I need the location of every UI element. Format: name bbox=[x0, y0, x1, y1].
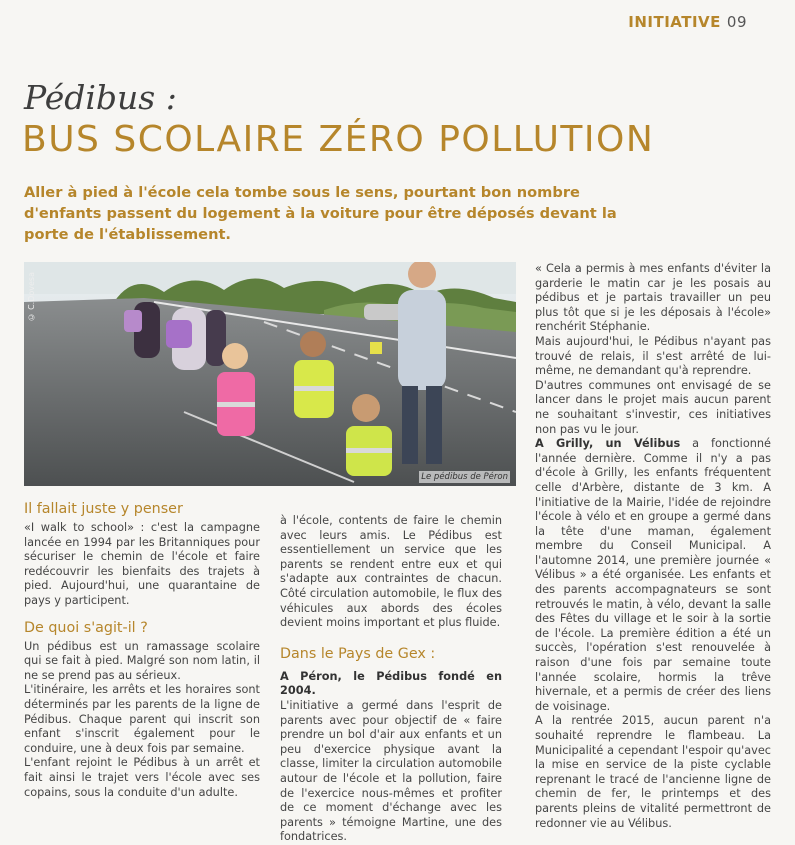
paragraph: «I walk to school» : c'est la campagne lancée en 1994 par les Britanniques pour sécuriser le chemin de l'école et faire redécouvrir les bienfaits des trajets à pied. Aujourd'hui, une quarantaine de pays y participent. bbox=[24, 521, 260, 607]
column-middle bbox=[280, 514, 502, 845]
section-heading: Il fallait juste y penser bbox=[24, 501, 183, 517]
paragraph: D'autres communes ont envisagé de se lancer dans le projet mais aucun parent ne souhaitant s'investir, ces initiatives non pas vu le jour. bbox=[535, 378, 771, 436]
page-number: 09 bbox=[726, 13, 747, 31]
column-right bbox=[535, 262, 771, 831]
article-kicker: Pédibus : bbox=[24, 78, 177, 117]
subsection-lead: A Grilly, un Vélibus bbox=[535, 437, 681, 451]
paragraph-text: a fonctionné l'année dernière. Comme il n'y a pas d'école à Grilly, les enfants fréquentent celle d'Arbère, distante de 3 km. A l'initiative de la Mairie, l'idée de rejoindre l'école à vélo et en groupe a germé dans la tête d'une maman, également membre du Conseil Municipal. A l'automne 2014, une première journée « Vélibus » a été organisée. Les enfants et des parents accompagnateurs se sont retrouvés le matin, à vélo, devant la salle des Fêtes du village et le soir à la sortie de l'école. La première édition a été un succès, l'opération s'est renouvelée à raison d'une fois par semaine toute l'année scolaire, hormis la trêve hivernale, et a permis de créer des liens de voisinage. bbox=[535, 437, 771, 713]
article-title: BUS SCOLAIRE ZÉRO POLLUTION bbox=[22, 119, 655, 160]
paragraph: A la rentrée 2015, aucun parent n'a souhaité reprendre le flambeau. La Municipalité a cependant l'espoir qu'avec la mise en service de la piste cyclable reprenant le tracé de l'ancienne ligne de chemin de fer, le printemps et des parents pleins de vitalité permettront de redonner vie au Vélibus. bbox=[535, 714, 771, 830]
column-left bbox=[24, 501, 260, 800]
photo-credit: © C.Dovesa bbox=[27, 272, 36, 322]
photo-caption: Le pédibus de Péron bbox=[421, 472, 508, 482]
paragraph: L'initiative a germé dans l'esprit de parents avec pour objectif de « faire prendre un bol d'air aux enfants et un peu d'exercice physique avant la classe, limiter la circulation automobile autour de l'école et la pollution, faire de l'exercice nous-mêmes et profiter de ce moment d'échange avec les parents » témoigne Martine, une des fondatrices. bbox=[280, 698, 503, 844]
article-photo bbox=[24, 262, 516, 486]
paragraph: à l'école, contents de faire le chemin avec leurs amis. Le Pédibus est essentiellement un service que les parents se rendent entre eux et qui s'adapte aux contraintes de chacun. Côté circulation automobile, le flux des véhicules aux abords des écoles devient moins important et plus fluide. bbox=[280, 514, 502, 630]
paragraph: L'enfant rejoint le Pédibus à un arrêt et fait ainsi le trajet vers l'école avec ses copains, sous la conduite d'un adulte. bbox=[24, 756, 260, 799]
article-lead: Aller à pied à l'école cela tombe sous le sens, pourtant bon nombre d'enfants passent du logement à la voiture pour être déposés devant la porte de l'établissement. bbox=[24, 184, 617, 243]
subsection-lead: A Péron, le Pédibus fondé en 2004. bbox=[280, 669, 502, 698]
paragraph: « Cela a permis à mes enfants d'éviter la garderie le matin car je les posais au pédibus et je partais travailler un peu plus tôt que si je les déposais à l'école» renchérit Stéphanie. bbox=[535, 262, 771, 334]
page-header bbox=[628, 13, 747, 31]
section-heading: Dans le Pays de Gex : bbox=[280, 645, 436, 662]
paragraph bbox=[535, 437, 771, 714]
paragraph: Mais aujourd'hui, le Pédibus n'ayant pas trouvé de relais, il s'est arrêté de lui-même, ne demandant qu'à reprendre. bbox=[535, 334, 771, 378]
photo-illustration bbox=[24, 262, 516, 486]
section-heading: De quoi s'agit-il ? bbox=[24, 619, 148, 636]
paragraph: L'itinéraire, les arrêts et les horaires sont déterminés par les parents de la ligne de Pédibus. Chaque parent qui inscrit son enfant s'inscrit également pour le conduire, une à deux fois par semaine. bbox=[24, 683, 260, 755]
section-label: INITIATIVE bbox=[628, 13, 721, 31]
paragraph: Un pédibus est un ramassage scolaire qui se fait à pied. Malgré son nom latin, il ne se prend pas au sérieux. bbox=[24, 639, 260, 682]
